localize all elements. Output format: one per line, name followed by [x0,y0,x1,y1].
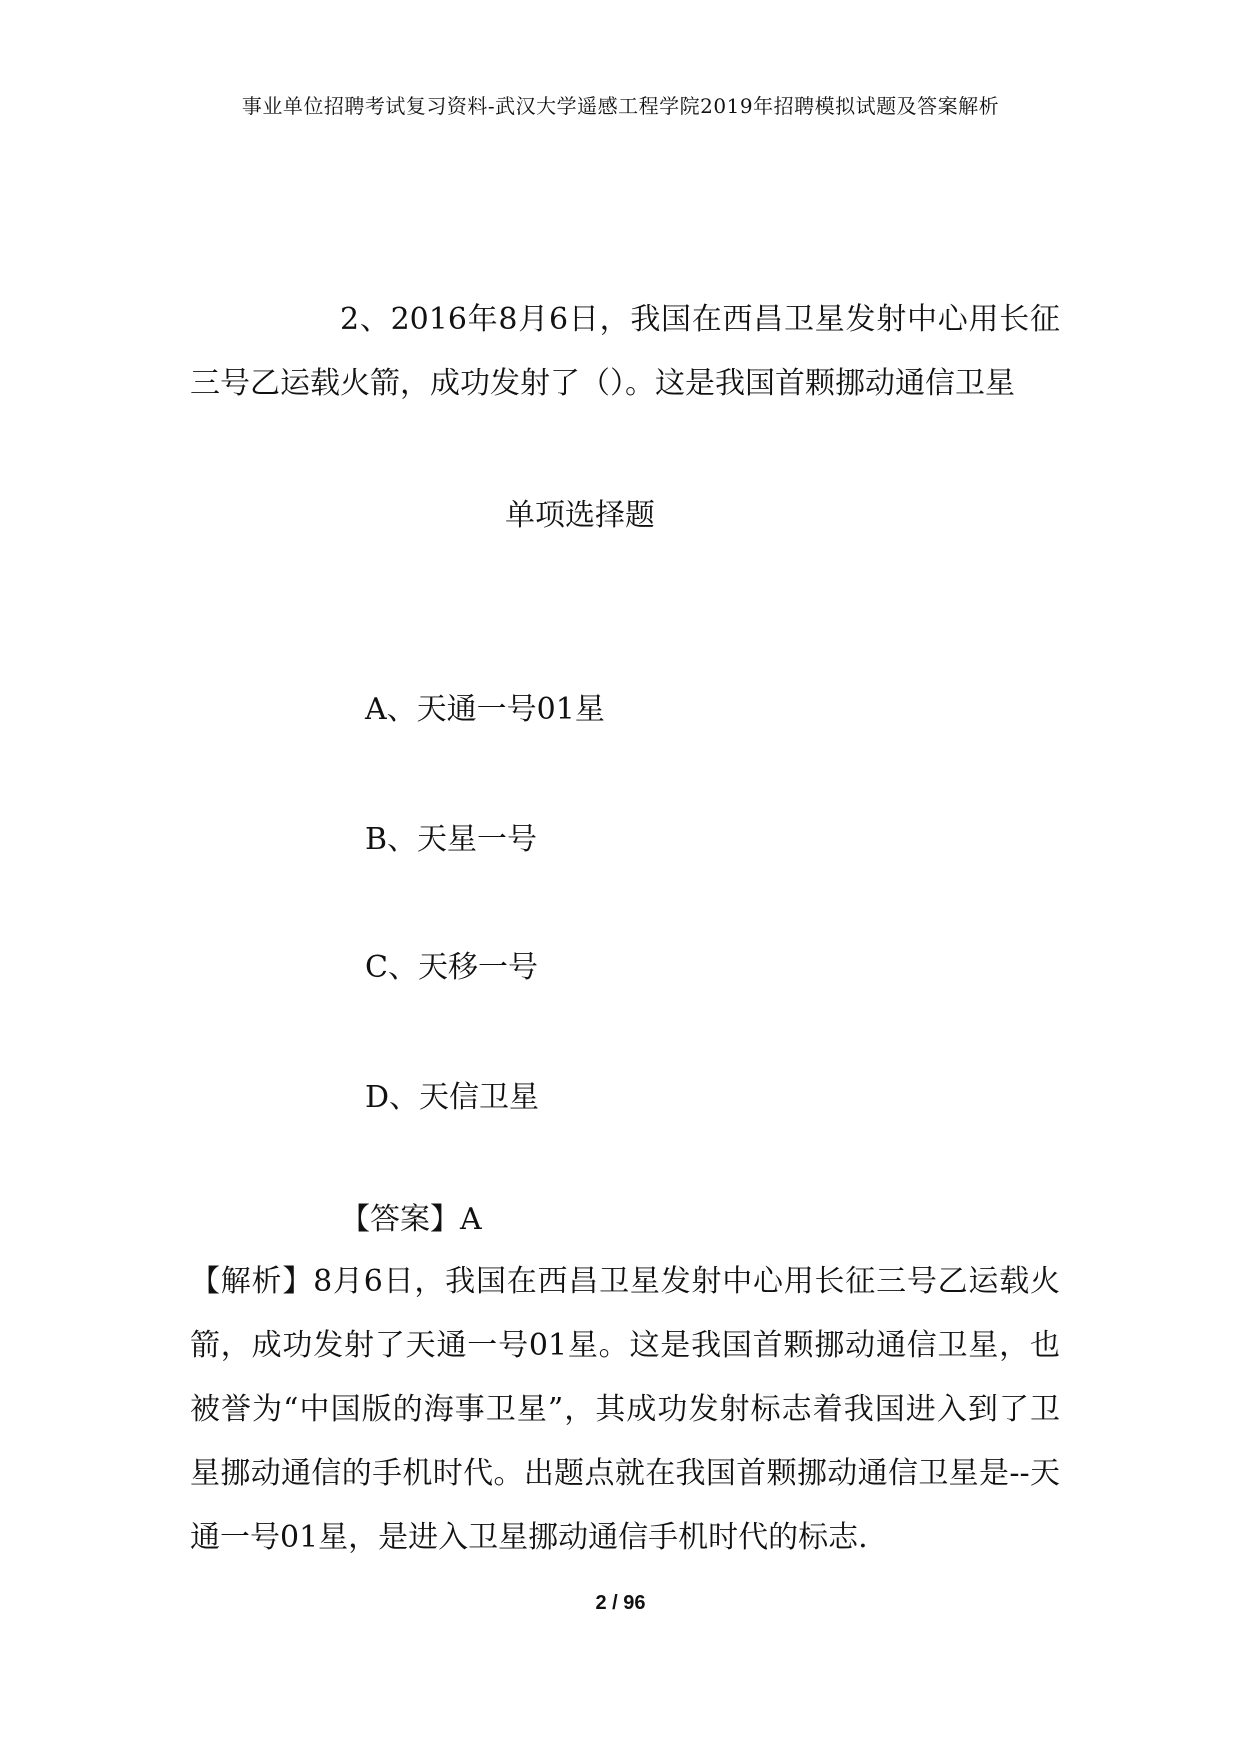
option-c: C、天移一号 [365,950,538,985]
option-a: A、天通一号01星 [365,692,605,727]
explanation: 【解析】8月6日，我国在西昌卫星发射中心用长征三号乙运载火箭，成功发射了天通一号01星。这是我国首颗挪动通信卫星，也被誉为“中国版的海事卫星”，其成功发射标志着我国进入到了卫星挪动通信的手机时代。出题点就在我国首颗挪动通信卫星是--天通一号01星，是进入卫星挪动通信手机时代的标志. [190,1264,1060,1555]
answer: 【答案】A [340,1202,482,1237]
document-header: 事业单位招聘考试复习资料-武汉大学遥感工程学院2019年招聘模拟试题及答案解析 [241,94,1000,118]
option-d: D、天信卫星 [365,1080,540,1115]
option-b: B、天星一号 [365,822,538,857]
question-type: 单项选择题 [505,498,655,533]
page-number: 2 / 96 [595,1592,646,1614]
question-text: 2、2016年8月6日，我国在西昌卫星发射中心用长征三号乙运载火箭，成功发射了（）。这是我国首颗挪动通信卫星 [190,302,1060,401]
